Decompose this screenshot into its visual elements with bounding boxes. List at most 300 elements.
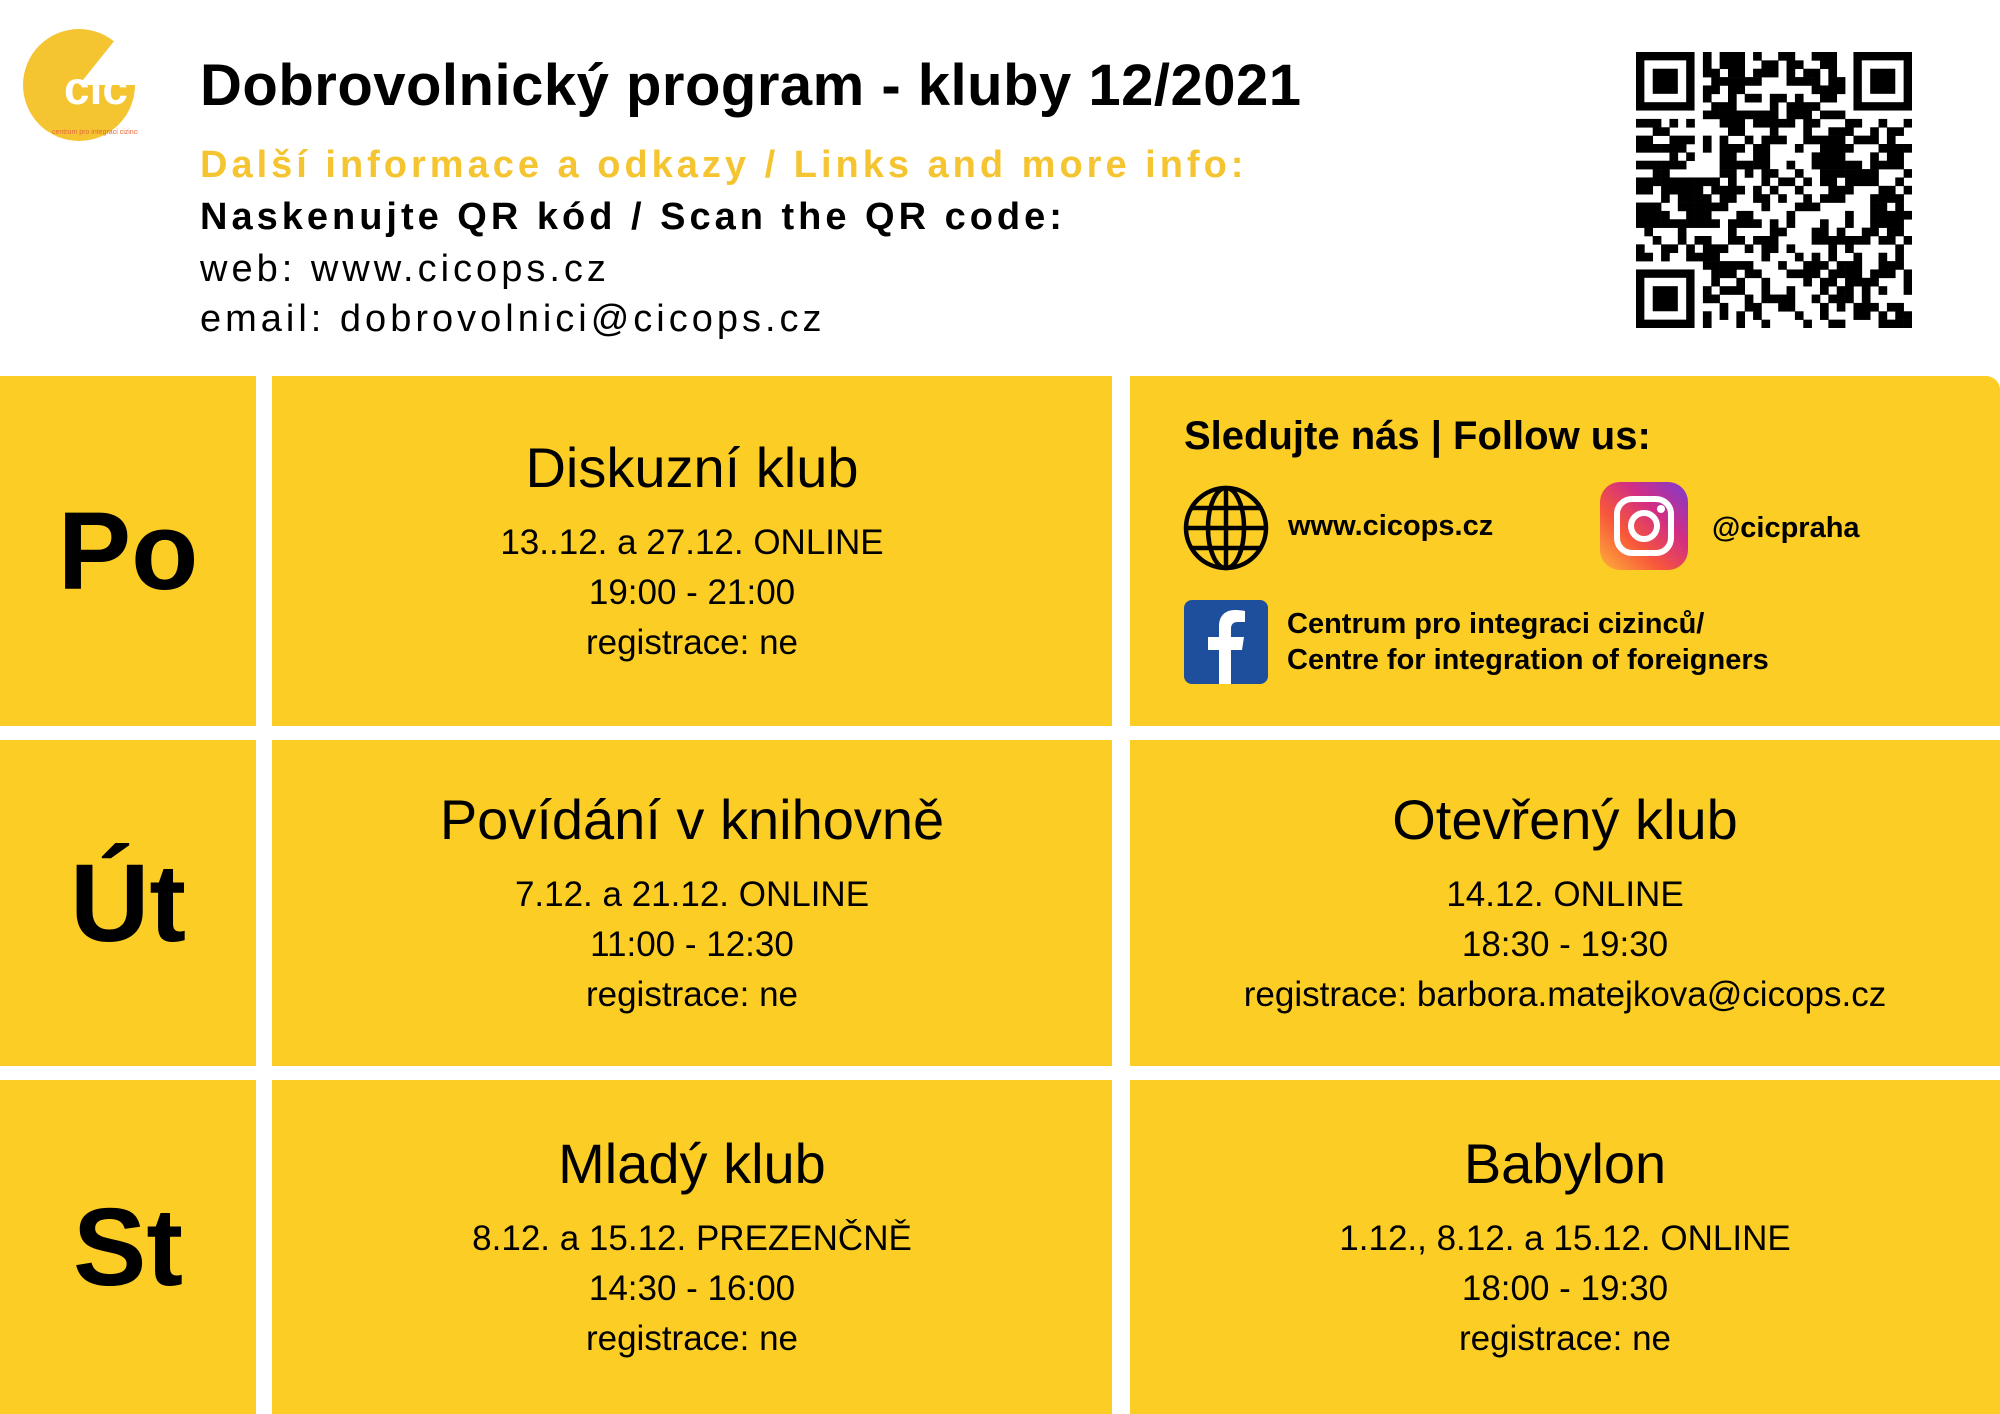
qr-module — [1703, 286, 1712, 295]
qr-module — [1904, 286, 1912, 295]
logo-subtext: centrum pro integraci cizinců — [52, 129, 138, 136]
qr-module — [1770, 228, 1779, 237]
qr-module — [1736, 85, 1745, 94]
qr-module — [1703, 244, 1712, 253]
club-registration: registrace: ne — [585, 1318, 799, 1358]
qr-module — [1720, 244, 1729, 253]
qr-module — [1636, 177, 1645, 186]
qr-module — [1845, 261, 1854, 270]
qr-module — [1879, 311, 1888, 320]
qr-module — [1736, 236, 1745, 245]
qr-module — [1895, 253, 1904, 262]
qr-module — [1728, 194, 1737, 203]
qr-module — [1753, 152, 1762, 161]
qr-module — [1787, 244, 1796, 253]
qr-module — [1728, 102, 1737, 111]
qr-module — [1678, 177, 1687, 186]
qr-module — [1904, 269, 1912, 278]
qr-module — [1828, 60, 1837, 69]
club-povidani — [272, 740, 1112, 1066]
qr-module — [1770, 102, 1779, 111]
qr-module — [1761, 320, 1770, 328]
qr-module — [1761, 244, 1770, 253]
qr-module — [1703, 211, 1712, 220]
qr-module — [1895, 194, 1904, 203]
qr-module — [1778, 177, 1787, 186]
qr-module — [1711, 102, 1720, 111]
qr-module — [1870, 211, 1879, 220]
qr-module — [1736, 311, 1745, 320]
qr-module — [1736, 211, 1745, 220]
qr-module — [1678, 186, 1687, 195]
qr-module — [1686, 136, 1695, 145]
qr-module — [1753, 77, 1762, 86]
qr-module — [1695, 236, 1704, 245]
qr-module — [1828, 278, 1837, 287]
qr-module — [1837, 152, 1846, 161]
qr-module — [1778, 136, 1787, 145]
follow-facebook-line2[interactable]: Centre for integration of foreigners — [1287, 644, 1769, 676]
qr-module — [1745, 219, 1754, 228]
qr-module — [1644, 228, 1653, 237]
club-name: Povídání v knihovně — [439, 787, 945, 851]
qr-module — [1787, 111, 1796, 120]
qr-module — [1837, 269, 1846, 278]
qr-module — [1879, 320, 1888, 328]
qr-module — [1837, 286, 1846, 295]
qr-module — [1736, 186, 1745, 195]
qr-module — [1686, 244, 1695, 253]
qr-module — [1778, 303, 1787, 312]
qr-module — [1761, 253, 1770, 262]
qr-module — [1778, 194, 1787, 203]
qr-module — [1803, 320, 1812, 328]
follow-facebook-line1[interactable]: Centrum pro integraci cizinců/ — [1287, 608, 1705, 640]
qr-module — [1895, 244, 1904, 253]
qr-module — [1678, 144, 1687, 153]
qr-module — [1787, 161, 1796, 170]
qr-module — [1703, 219, 1712, 228]
info-heading: Další informace a odkazy / Links and more info: — [200, 144, 1248, 186]
qr-module — [1879, 203, 1888, 212]
qr-module — [1803, 127, 1812, 136]
qr-code[interactable] — [1636, 52, 1912, 328]
qr-module — [1862, 295, 1871, 304]
qr-module — [1845, 286, 1854, 295]
qr-finder-pattern — [1653, 286, 1678, 311]
qr-module — [1812, 261, 1821, 270]
web-link[interactable]: web: www.cicops.cz — [200, 248, 610, 290]
qr-module — [1887, 236, 1896, 245]
qr-module — [1761, 286, 1770, 295]
qr-module — [1845, 161, 1854, 170]
qr-module — [1787, 295, 1796, 304]
qr-module — [1678, 219, 1687, 228]
qr-module — [1711, 261, 1720, 270]
qr-module — [1695, 177, 1704, 186]
qr-module — [1828, 161, 1837, 170]
qr-module — [1820, 136, 1829, 145]
qr-module — [1669, 136, 1678, 145]
qr-module — [1720, 311, 1729, 320]
qr-module — [1904, 144, 1912, 153]
qr-module — [1845, 144, 1854, 153]
qr-module — [1711, 186, 1720, 195]
qr-module — [1887, 303, 1896, 312]
qr-module — [1678, 136, 1687, 145]
qr-module — [1870, 136, 1879, 145]
qr-module — [1753, 161, 1762, 170]
qr-module — [1828, 152, 1837, 161]
qr-module — [1862, 169, 1871, 178]
qr-module — [1795, 77, 1804, 86]
qr-module — [1644, 219, 1653, 228]
qr-module — [1720, 52, 1729, 61]
qr-module — [1728, 169, 1737, 178]
qr-module — [1644, 211, 1653, 220]
qr-module — [1770, 111, 1779, 120]
qr-module — [1820, 169, 1829, 178]
club-time: 18:30 - 19:30 — [1461, 924, 1669, 964]
qr-module — [1812, 161, 1821, 170]
qr-module — [1720, 269, 1729, 278]
qr-module — [1837, 303, 1846, 312]
club-dates: 7.12. a 21.12. ONLINE — [514, 874, 870, 914]
qr-module — [1904, 320, 1912, 328]
qr-module — [1895, 127, 1904, 136]
qr-module — [1653, 211, 1662, 220]
qr-module — [1736, 127, 1745, 136]
qr-module — [1787, 102, 1796, 111]
qr-module — [1644, 186, 1653, 195]
qr-module — [1736, 60, 1745, 69]
qr-module — [1820, 52, 1829, 61]
qr-module — [1711, 244, 1720, 253]
qr-module — [1837, 295, 1846, 304]
qr-module — [1820, 236, 1829, 245]
qr-module — [1845, 219, 1854, 228]
scan-instruction: Naskenujte QR kód / Scan the QR code: — [200, 196, 1066, 238]
qr-module — [1904, 278, 1912, 287]
qr-module — [1644, 144, 1653, 153]
qr-module — [1711, 69, 1720, 78]
qr-module — [1803, 136, 1812, 145]
qr-module — [1787, 52, 1796, 61]
club-time: 19:00 - 21:00 — [588, 572, 796, 612]
qr-module — [1736, 320, 1745, 328]
qr-module — [1770, 244, 1779, 253]
club-registration: registrace: ne — [585, 974, 799, 1014]
qr-module — [1669, 186, 1678, 195]
qr-module — [1711, 278, 1720, 287]
qr-module — [1812, 85, 1821, 94]
qr-module — [1636, 186, 1645, 195]
qr-module — [1644, 203, 1653, 212]
qr-module — [1887, 161, 1896, 170]
qr-module — [1728, 286, 1737, 295]
qr-module — [1787, 69, 1796, 78]
qr-module — [1711, 177, 1720, 186]
instagram-icon[interactable] — [1600, 482, 1688, 570]
qr-module — [1795, 203, 1804, 212]
qr-module — [1904, 236, 1912, 245]
qr-module — [1745, 261, 1754, 270]
qr-module — [1887, 144, 1896, 153]
qr-module — [1703, 177, 1712, 186]
qr-module — [1669, 219, 1678, 228]
qr-module — [1770, 94, 1779, 103]
qr-module — [1862, 236, 1871, 245]
qr-module — [1879, 261, 1888, 270]
qr-module — [1862, 286, 1871, 295]
qr-module — [1669, 161, 1678, 170]
club-name: Diskuzní klub — [525, 435, 859, 499]
qr-module — [1636, 144, 1645, 153]
club-name: Otevřený klub — [1392, 787, 1738, 851]
qr-module — [1778, 261, 1787, 270]
qr-module — [1728, 144, 1737, 153]
qr-module — [1736, 119, 1745, 128]
email-link[interactable]: email: dobrovolnici@cicops.cz — [200, 298, 826, 340]
qr-module — [1895, 144, 1904, 153]
qr-module — [1636, 211, 1645, 220]
qr-module — [1904, 186, 1912, 195]
qr-module — [1753, 194, 1762, 203]
qr-module — [1879, 219, 1888, 228]
qr-module — [1820, 94, 1829, 103]
club-time: 18:00 - 19:30 — [1461, 1268, 1669, 1308]
qr-module — [1853, 269, 1862, 278]
qr-module — [1787, 286, 1796, 295]
qr-module — [1686, 152, 1695, 161]
qr-module — [1803, 177, 1812, 186]
qr-module — [1728, 60, 1737, 69]
qr-module — [1770, 295, 1779, 304]
qr-module — [1695, 194, 1704, 203]
qr-module — [1644, 253, 1653, 262]
qr-module — [1887, 152, 1896, 161]
qr-module — [1745, 211, 1754, 220]
qr-module — [1787, 303, 1796, 312]
qr-module — [1661, 127, 1670, 136]
qr-module — [1837, 169, 1846, 178]
day-monday: Po — [0, 376, 256, 726]
qr-module — [1636, 136, 1645, 145]
qr-module — [1686, 186, 1695, 195]
qr-module — [1728, 152, 1737, 161]
qr-module — [1728, 261, 1737, 270]
qr-module — [1803, 194, 1812, 203]
club-dates: 8.12. a 15.12. PREZENČNĚ — [472, 1218, 912, 1258]
qr-module — [1828, 186, 1837, 195]
qr-module — [1720, 186, 1729, 195]
qr-module — [1703, 236, 1712, 245]
qr-module — [1853, 136, 1862, 145]
qr-module — [1879, 236, 1888, 245]
qr-module — [1761, 111, 1770, 120]
qr-module — [1728, 236, 1737, 245]
qr-module — [1879, 269, 1888, 278]
qr-module — [1853, 278, 1862, 287]
qr-module — [1644, 161, 1653, 170]
qr-module — [1703, 60, 1712, 69]
qr-module — [1653, 203, 1662, 212]
qr-module — [1828, 244, 1837, 253]
qr-module — [1879, 186, 1888, 195]
qr-module — [1695, 219, 1704, 228]
club-mlady — [272, 1080, 1112, 1414]
qr-module — [1879, 194, 1888, 203]
qr-module — [1870, 194, 1879, 203]
qr-module — [1862, 278, 1871, 287]
qr-module — [1820, 278, 1829, 287]
qr-module — [1820, 261, 1829, 270]
qr-module — [1870, 169, 1879, 178]
qr-module — [1653, 144, 1662, 153]
qr-module — [1895, 261, 1904, 270]
qr-module — [1895, 219, 1904, 228]
qr-module — [1661, 253, 1670, 262]
qr-module — [1862, 136, 1871, 145]
qr-module — [1711, 219, 1720, 228]
qr-module — [1761, 295, 1770, 304]
follow-instagram-handle[interactable]: @cicpraha — [1712, 512, 1860, 544]
qr-module — [1736, 219, 1745, 228]
qr-module — [1879, 286, 1888, 295]
qr-module — [1895, 303, 1904, 312]
qr-module — [1669, 152, 1678, 161]
qr-module — [1770, 169, 1779, 178]
qr-module — [1853, 311, 1862, 320]
qr-module — [1837, 111, 1846, 120]
qr-module — [1661, 194, 1670, 203]
qr-module — [1845, 177, 1854, 186]
qr-module — [1853, 177, 1862, 186]
qr-module — [1795, 102, 1804, 111]
qr-module — [1745, 94, 1754, 103]
qr-module — [1720, 169, 1729, 178]
qr-module — [1904, 119, 1912, 128]
qr-module — [1703, 320, 1712, 328]
qr-module — [1853, 169, 1862, 178]
qr-module — [1720, 60, 1729, 69]
qr-module — [1636, 203, 1645, 212]
qr-module — [1837, 261, 1846, 270]
qr-module — [1828, 295, 1837, 304]
qr-module — [1845, 236, 1854, 245]
qr-module — [1837, 194, 1846, 203]
qr-module — [1820, 286, 1829, 295]
qr-module — [1703, 85, 1712, 94]
qr-module — [1795, 94, 1804, 103]
qr-module — [1644, 119, 1653, 128]
qr-module — [1787, 119, 1796, 128]
qr-module — [1812, 295, 1821, 304]
qr-module — [1879, 119, 1888, 128]
qr-module — [1678, 236, 1687, 245]
qr-module — [1745, 169, 1754, 178]
qr-module — [1736, 161, 1745, 170]
qr-module — [1761, 136, 1770, 145]
qr-module — [1753, 144, 1762, 153]
qr-module — [1728, 161, 1737, 170]
qr-module — [1770, 186, 1779, 195]
logo-text: cic — [64, 62, 128, 114]
qr-module — [1778, 228, 1787, 237]
qr-module — [1787, 177, 1796, 186]
qr-module — [1845, 186, 1854, 195]
day-tuesday: Út — [0, 740, 256, 1066]
qr-module — [1895, 203, 1904, 212]
qr-module — [1720, 144, 1729, 153]
qr-module — [1887, 211, 1896, 220]
qr-module — [1870, 269, 1879, 278]
follow-web-link[interactable]: www.cicops.cz — [1288, 510, 1494, 542]
qr-module — [1820, 85, 1829, 94]
qr-module — [1686, 194, 1695, 203]
qr-module — [1820, 177, 1829, 186]
qr-module — [1669, 244, 1678, 253]
club-registration: registrace: ne — [1458, 1318, 1672, 1358]
qr-module — [1828, 269, 1837, 278]
qr-module — [1778, 52, 1787, 61]
qr-module — [1703, 69, 1712, 78]
qr-module — [1636, 253, 1645, 262]
qr-module — [1812, 152, 1821, 161]
qr-module — [1828, 85, 1837, 94]
qr-finder-pattern — [1653, 69, 1678, 94]
qr-module — [1845, 127, 1854, 136]
qr-module — [1837, 127, 1846, 136]
qr-module — [1695, 203, 1704, 212]
qr-module — [1828, 94, 1837, 103]
qr-module — [1695, 253, 1704, 262]
qr-module — [1669, 177, 1678, 186]
qr-module — [1720, 152, 1729, 161]
qr-module — [1803, 111, 1812, 120]
qr-module — [1828, 169, 1837, 178]
qr-module — [1820, 303, 1829, 312]
qr-module — [1795, 253, 1804, 262]
qr-module — [1812, 136, 1821, 145]
qr-module — [1787, 269, 1796, 278]
qr-module — [1703, 203, 1712, 212]
qr-module — [1812, 236, 1821, 245]
qr-module — [1720, 119, 1729, 128]
qr-module — [1661, 211, 1670, 220]
qr-module — [1686, 203, 1695, 212]
qr-module — [1745, 295, 1754, 304]
qr-module — [1837, 186, 1846, 195]
qr-module — [1870, 228, 1879, 237]
qr-module — [1753, 311, 1762, 320]
qr-module — [1745, 111, 1754, 120]
facebook-icon[interactable] — [1184, 600, 1268, 684]
qr-module — [1787, 77, 1796, 86]
qr-module — [1795, 144, 1804, 153]
qr-module — [1753, 269, 1762, 278]
qr-module — [1837, 144, 1846, 153]
qr-module — [1761, 119, 1770, 128]
qr-module — [1895, 320, 1904, 328]
qr-module — [1770, 219, 1779, 228]
qr-module — [1703, 194, 1712, 203]
qr-module — [1644, 177, 1653, 186]
qr-module — [1879, 253, 1888, 262]
qr-module — [1887, 194, 1896, 203]
qr-module — [1745, 244, 1754, 253]
qr-module — [1728, 85, 1737, 94]
